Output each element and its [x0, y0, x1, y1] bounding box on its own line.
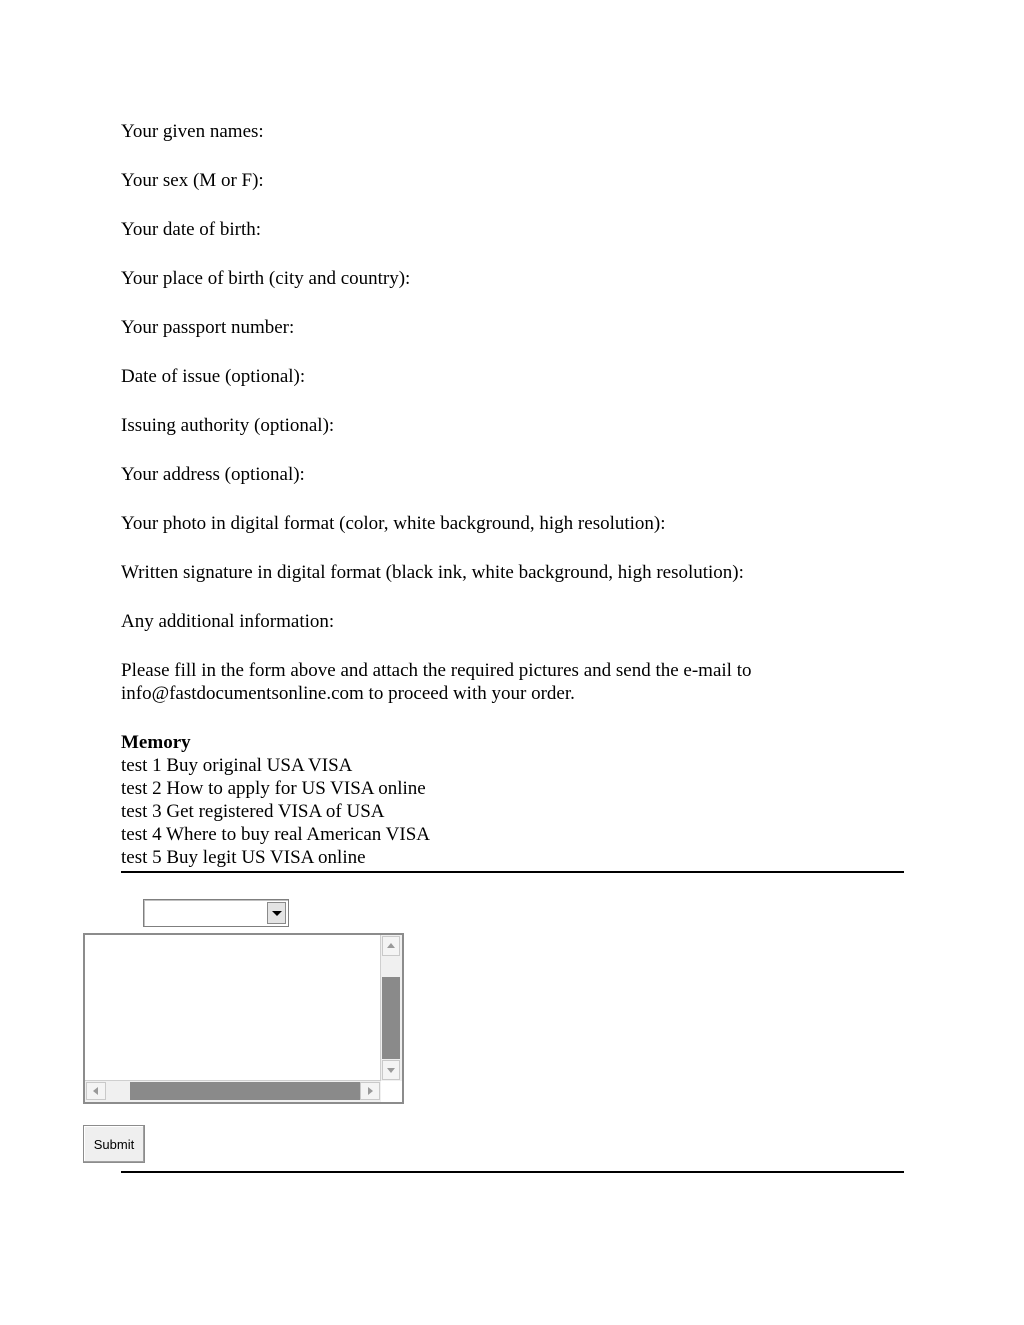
label-sex: Your sex (M or F): — [121, 170, 264, 191]
scroll-left-arrow-icon[interactable] — [86, 1082, 106, 1100]
submit-label: Submit — [93, 1136, 135, 1152]
horizontal-scrollbar[interactable] — [85, 1080, 381, 1102]
instructions-line-2: info@fastdocumentsonline.com to proceed with your order. — [121, 683, 575, 704]
vertical-scrollbar[interactable] — [380, 935, 402, 1081]
memory-item: test 5 Buy legit US VISA online — [121, 847, 366, 868]
label-address: Your address (optional): — [121, 464, 305, 485]
label-passport-number: Your passport number: — [121, 317, 295, 338]
memory-item: test 2 How to apply for US VISA online — [121, 778, 426, 799]
memory-item: test 4 Where to buy real American VISA — [121, 824, 431, 845]
scroll-down-arrow-icon[interactable] — [382, 1060, 400, 1080]
label-given-names: Your given names: — [121, 121, 264, 142]
scroll-right-arrow-icon[interactable] — [360, 1082, 380, 1100]
label-photo: Your photo in digital format (color, white background, high resolution): — [121, 513, 666, 534]
label-date-of-birth: Your date of birth: — [121, 219, 262, 240]
memory-item: test 1 Buy original USA VISA — [121, 755, 353, 776]
chevron-down-icon[interactable] — [267, 902, 286, 924]
label-place-of-birth: Your place of birth (city and country): — [121, 268, 411, 289]
comment-textarea[interactable] — [83, 933, 404, 1104]
instructions-line-1: Please fill in the form above and attach the required pictures and send the e-mail to — [121, 660, 752, 681]
instructions-paragraph — [121, 659, 904, 705]
horizontal-scroll-thumb[interactable] — [130, 1082, 360, 1100]
vertical-scroll-thumb[interactable] — [382, 977, 400, 1059]
memory-item: test 3 Get registered VISA of USA — [121, 801, 385, 822]
submit-button[interactable] — [83, 1125, 145, 1163]
document-body — [121, 120, 904, 869]
memory-section — [121, 731, 904, 869]
horizontal-rule-bottom — [121, 1171, 904, 1173]
label-issuing-authority: Issuing authority (optional): — [121, 415, 335, 436]
scrollbar-corner — [381, 1081, 402, 1102]
scroll-up-arrow-icon[interactable] — [382, 936, 400, 956]
memory-heading: Memory — [121, 732, 191, 753]
label-date-of-issue: Date of issue (optional): — [121, 366, 306, 387]
category-select[interactable] — [143, 899, 289, 927]
label-signature: Written signature in digital format (black ink, white background, high resolution): — [121, 562, 744, 583]
horizontal-rule-top — [121, 871, 904, 873]
label-additional-info: Any additional information: — [121, 611, 335, 632]
